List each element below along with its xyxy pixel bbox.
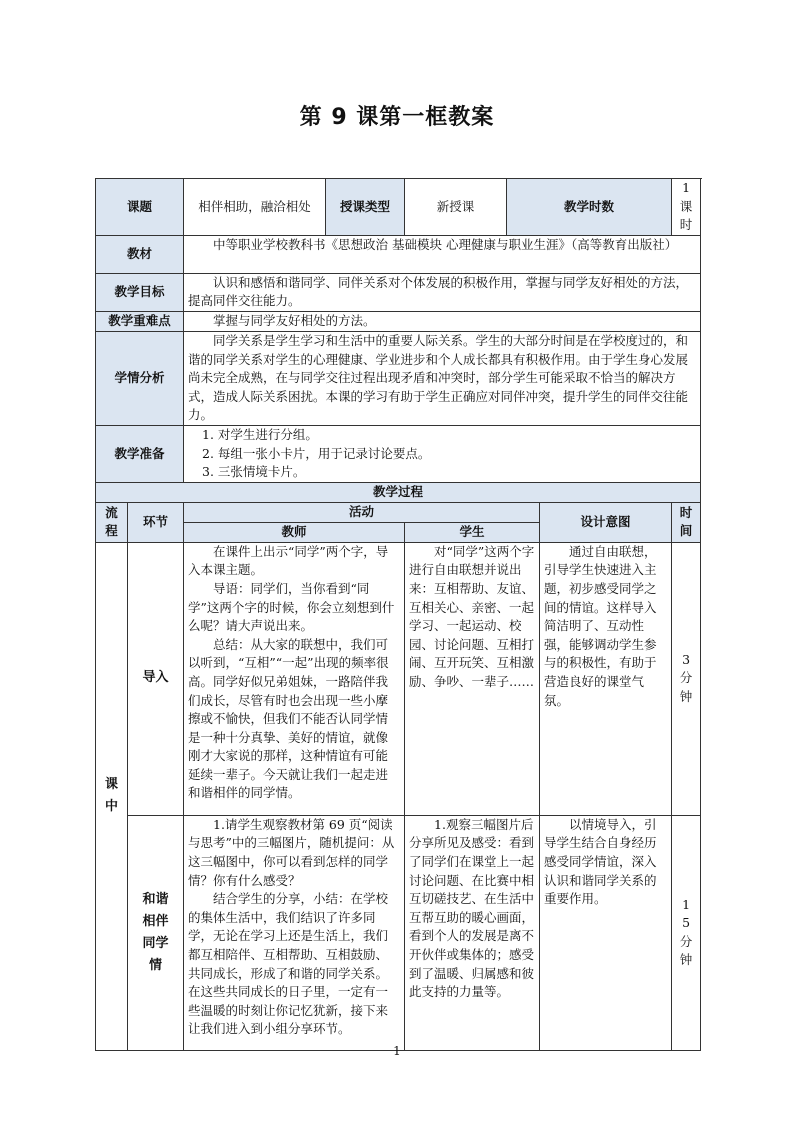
student-activity-intro: 对“同学”这两个字进行自由联想并说出来：互相帮助、友谊、互相关心、亲密、一起学习、一起运动、校园、讨论问题、互相打闹、互开玩笑、互相激励、争吵、一辈子…… (405, 542, 540, 815)
intent-intro: 通过自由联想，引导学生快速进入主题，初步感受同学之间的情谊。这样导入简洁明了、互动性强，能够调动学生参与的积极性，有助于营造良好的课堂气氛。 (540, 542, 672, 815)
stage-text: 课中 (105, 777, 119, 815)
col-intent: 设计意图 (540, 502, 672, 542)
textbook-value: 中等职业学校教科书《思想政治 基础模块 心理健康与职业生涯》（高等教育出版社） (184, 235, 701, 273)
process-columns-row (96, 502, 701, 522)
teacher-activity-harmony (184, 815, 405, 1050)
process-header: 教学过程 (96, 482, 701, 502)
intent-harmony: 以情境导入，引导学生结合自身经历感受同学情谊，深入认识和谐同学关系的重要作用。 (540, 815, 672, 1050)
info-row-prep (96, 425, 701, 482)
col-student: 学生 (405, 522, 540, 542)
time-intro (672, 542, 701, 815)
page-number: 1 (393, 1044, 401, 1058)
info-row-key (96, 311, 701, 331)
info-row-analysis (96, 331, 701, 425)
hours-label: 教学时数 (507, 179, 672, 236)
info-row-goal (96, 273, 701, 311)
col-step: 环节 (128, 502, 184, 542)
process-row-harmony (96, 815, 701, 1050)
col-teacher: 教师 (184, 522, 405, 542)
step-harmony (128, 815, 184, 1050)
step-text: 和谐相伴同学情 (142, 891, 169, 973)
teacher-paragraph: 总结：从大家的联想中，我们可以听到，“互相”“一起”出现的频率很高。同学好似兄弟姐妹，一路陪伴我们成长，尽管有时也会出现一些小摩擦或不愉快，但我们不能否认同学情是一种十分真挚、美好的情谊，就像刚才大家说的那样，这种情谊有可能延续一辈子。今天就让我们一起走进和谐相伴的同学情。 (188, 636, 389, 801)
teacher-paragraph: 1.请学生观察教材第 69 页“阅读与思考”中的三幅图片，随机提问：从这三幅图中，你可以看到怎样的同学情？你有什么感受？ (188, 816, 395, 888)
key-value: 掌握与同学友好相处的方法。 (184, 311, 701, 331)
analysis-label: 学情分析 (96, 331, 184, 425)
time-text: 3分钟 (679, 651, 693, 705)
analysis-value: 同学关系是学生学习和生活中的重要人际关系。学生的大部分时间是在学校度过的，和谐的同学关系对学生的心理健康、学业进步和个人成长都具有积极作用。由于学生身心发展尚未完全成熟，在与同学交往过程出现矛盾和冲突时，部分学生可能采取不恰当的解决方式，造成人际关系困扰。本课的学习有助于学生正确应对同伴冲突，提升学生的同伴交往能力。 (184, 331, 701, 425)
teacher-paragraph: 导语：同学们，当你看到“同学”这两个字的时候，你会立刻想到什么呢？请大声说出来。 (188, 580, 395, 634)
lesson-plan-table (95, 178, 701, 1051)
time-text: 15分钟 (679, 896, 693, 968)
key-label: 教学重难点 (96, 311, 184, 331)
stage-label (96, 542, 128, 1050)
type-value: 新授课 (405, 179, 507, 236)
time-harmony (672, 815, 701, 1050)
teacher-paragraph: 结合学生的分享，小结：在学校的集体生活中，我们结识了许多同学，无论在学习上还是生活上，我们都互相陪伴、互相帮助、互相鼓励、共同成长，形成了和谐的同学关系。在这些共同成长的日子里，一定有一些温暖的时刻让你记忆犹新，接下来让我们进入到小组分享环节。 (188, 891, 389, 1037)
student-activity-harmony: 1.观察三幅图片后分享所见及感受：看到了同学们在课堂上一起讨论问题、在比赛中相互切磋技艺、在生活中互帮互助的暖心画面，看到个人的发展是离不开伙伴或集体的；感受到了温暖、归属感和彼此支持的力量等。 (405, 815, 540, 1050)
teacher-paragraph: 在课件上出示“同学”两个字，导入本课主题。 (188, 543, 389, 578)
goal-value: 认识和感悟和谐同学、同伴关系对个体发展的积极作用，掌握与同学友好相处的方法，提高同伴交往能力。 (184, 273, 701, 311)
prep-item: 1. 对学生进行分组。 (202, 426, 318, 442)
prep-label: 教学准备 (96, 425, 184, 482)
textbook-label: 教材 (96, 235, 184, 273)
prep-item: 2. 每组一张小卡片，用于记录讨论要点。 (202, 445, 431, 461)
col-flow: 流程 (96, 502, 128, 542)
prep-list (184, 425, 701, 482)
col-time: 时间 (672, 502, 701, 542)
step-intro: 导入 (128, 542, 184, 815)
teacher-activity-intro (184, 542, 405, 815)
hours-value: 1 课时 (672, 179, 701, 236)
process-row-intro (96, 542, 701, 815)
topic-label: 课题 (96, 179, 184, 236)
info-row-textbook (96, 235, 701, 273)
topic-value: 相伴相助，融洽相处 (184, 179, 326, 236)
process-header-row (96, 482, 701, 502)
col-activity: 活动 (184, 502, 540, 522)
info-row-topic (96, 179, 701, 236)
type-label: 授课类型 (326, 179, 405, 236)
prep-item: 3. 三张情境卡片。 (202, 464, 306, 480)
goal-label: 教学目标 (96, 273, 184, 311)
page-title: 第 9 课第一框教案 (299, 105, 495, 130)
